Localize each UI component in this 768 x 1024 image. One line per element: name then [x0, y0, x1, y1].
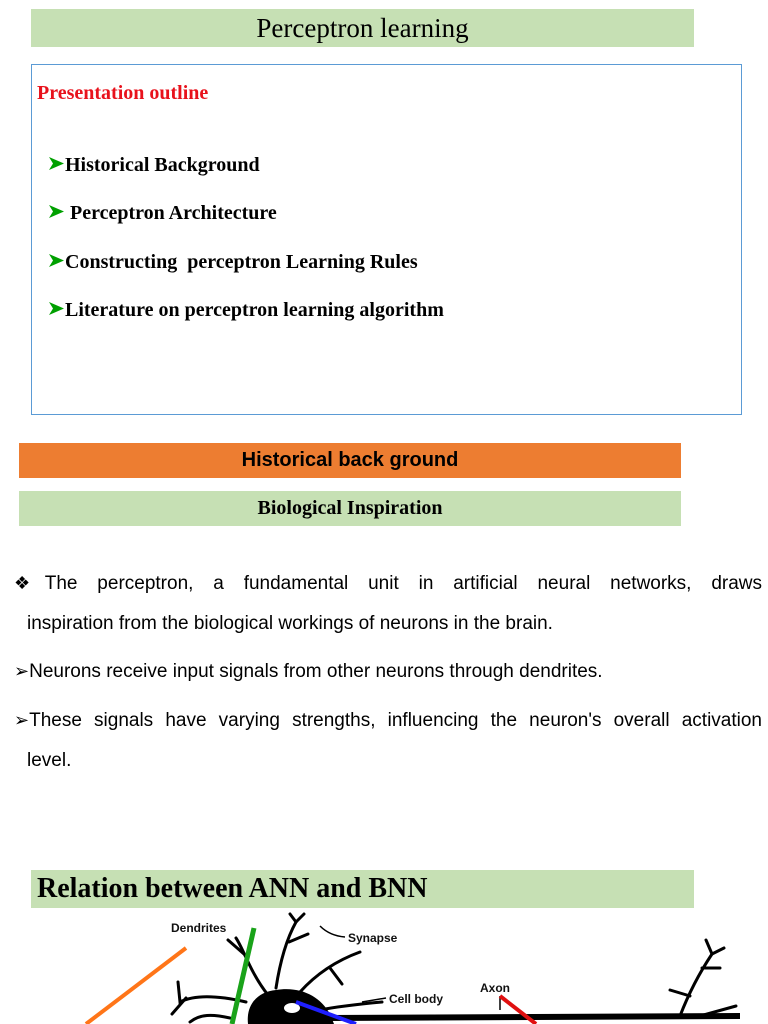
page-title: Perceptron learning [256, 12, 469, 43]
green-arrow-icon [48, 203, 65, 220]
green-arrow-icon [48, 252, 65, 269]
axon-terminal-branches [670, 940, 736, 1016]
outline-item: Constructing perceptron Learning Rules [38, 228, 418, 274]
outline-item: Historical Background [38, 131, 260, 177]
title-bar [31, 9, 694, 47]
dendrites-label: Dendrites [171, 921, 227, 935]
outline-item: Perceptron Architecture [38, 179, 277, 225]
green-arrow-icon [48, 155, 65, 172]
arrow-bullet-icon: ➢ [14, 661, 30, 681]
cell-body-label: Cell body [389, 992, 444, 1006]
relation-title: Relation between ANN and BNN [37, 873, 428, 904]
historical-background-banner: Historical back ground [19, 443, 681, 478]
synapse-label: Synapse [348, 931, 398, 945]
diamond-bullet-icon: ❖ [14, 573, 45, 593]
paragraph-signals: ➢These signals have varying strengths, influencing the neuron's overall activation level. [14, 710, 762, 771]
paragraph-neurons: ➢Neurons receive input signals from other neurons through dendrites. [14, 661, 603, 682]
neuron-diagram [0, 910, 768, 1024]
biological-inspiration-banner: Biological Inspiration [19, 491, 681, 526]
paragraph-perceptron: ❖The perceptron, a fundamental unit in artificial neural networks, draws inspiration from the biological workings of neurons in the brain. [14, 573, 762, 634]
orange-line [86, 948, 186, 1024]
green-arrow-icon [48, 300, 65, 317]
arrow-bullet-icon: ➢ [14, 710, 30, 730]
outline-item: Literature on perceptron learning algorithm [38, 276, 444, 322]
axon-shape [330, 1016, 740, 1018]
axon-label: Axon [480, 981, 510, 995]
outline-heading: Presentation outline [37, 82, 209, 104]
relation-title-bar [31, 870, 694, 908]
